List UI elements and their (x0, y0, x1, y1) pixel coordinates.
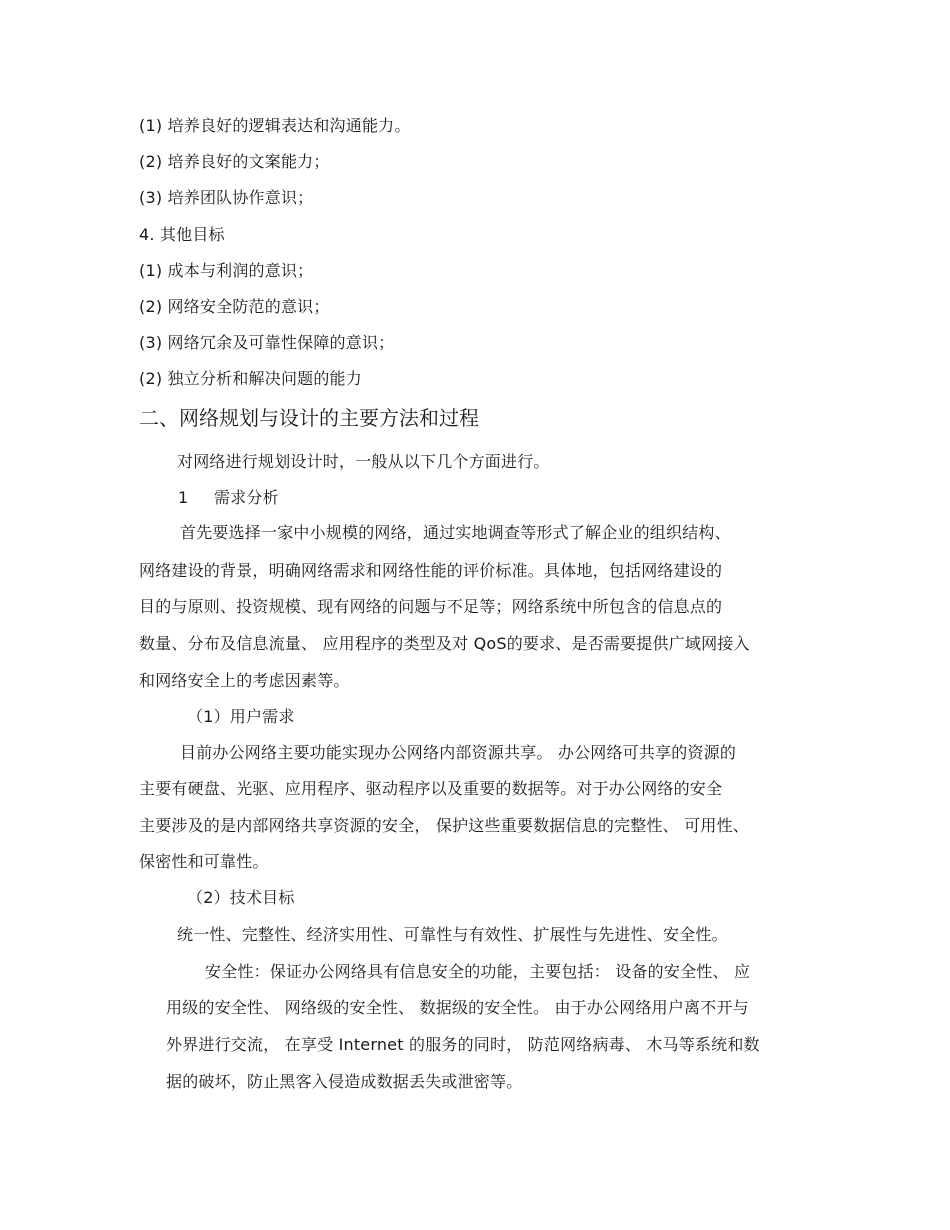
subsection-title: （2）技术目标 (187, 888, 295, 907)
item-title: 需求分析 (214, 488, 279, 507)
list-item: (3) 网络冗余及可靠性保障的意识； (139, 333, 395, 352)
paragraph-line: 和网络安全上的考虑因素等。 (139, 671, 350, 690)
list-item: (1) 培养良好的逻辑表达和沟通能力。 (139, 116, 411, 135)
intro-paragraph: 对网络进行规划设计时，一般从以下几个方面进行。 (177, 452, 550, 471)
paragraph-line: 主要有硬盘、光驱、应用程序、驱动程序以及重要的数据等。对于办公网络的安全 (139, 779, 723, 798)
paragraph-line: 保密性和可靠性。 (139, 852, 269, 871)
paragraph-line: 安全性：保证办公网络具有信息安全的功能，主要包括： 设备的安全性、 应 (205, 962, 751, 981)
paragraph-line: 用级的安全性、 网络级的安全性、 数据级的安全性。 由于办公网络用户离不开与 (166, 998, 749, 1017)
list-item: (2) 网络安全防范的意识； (139, 297, 330, 316)
subsection-title: （1）用户需求 (187, 707, 295, 726)
paragraph-line: 首先要选择一家中小规模的网络，通过实地调查等形式了解企业的组织结构、 (180, 523, 731, 542)
paragraph-line: 网络建设的背景，明确网络需求和网络性能的评价标准。具体地，包括网络建设的 (139, 561, 723, 580)
paragraph-line: 目的与原则、投资规模、现有网络的问题与不足等；网络系统中所包含的信息点的 (139, 597, 723, 616)
paragraph-line: 外界进行交流， 在享受 Internet 的服务的同时， 防范网络病毒、 木马等系统和数 (166, 1035, 760, 1054)
list-item: (3) 培养团队协作意识； (139, 188, 314, 207)
section-heading: 二、网络规划与设计的主要方法和过程 (139, 406, 479, 430)
list-item: (1) 成本与利润的意识； (139, 261, 314, 280)
paragraph-line: 据的破坏，防止黑客入侵造成数据丢失或泄密等。 (166, 1072, 523, 1091)
list-item: (2) 培养良好的文案能力； (139, 152, 330, 171)
section-title: 4. 其他目标 (139, 225, 225, 244)
paragraph-line: 主要涉及的是内部网络共享资源的安全， 保护这些重要数据信息的完整性、 可用性、 (139, 816, 749, 835)
item-number: 1 (178, 488, 189, 507)
paragraph-line: 统一性、完整性、经济实用性、可靠性与有效性、扩展性与先进性、安全性。 (177, 925, 728, 944)
list-item: (2) 独立分析和解决问题的能力 (139, 369, 362, 388)
paragraph-line: 数量、分布及信息流量、 应用程序的类型及对 QoS的要求、是否需要提供广域网接入 (139, 634, 750, 653)
paragraph-line: 目前办公网络主要功能实现办公网络内部资源共享。 办公网络可共享的资源的 (180, 743, 737, 762)
